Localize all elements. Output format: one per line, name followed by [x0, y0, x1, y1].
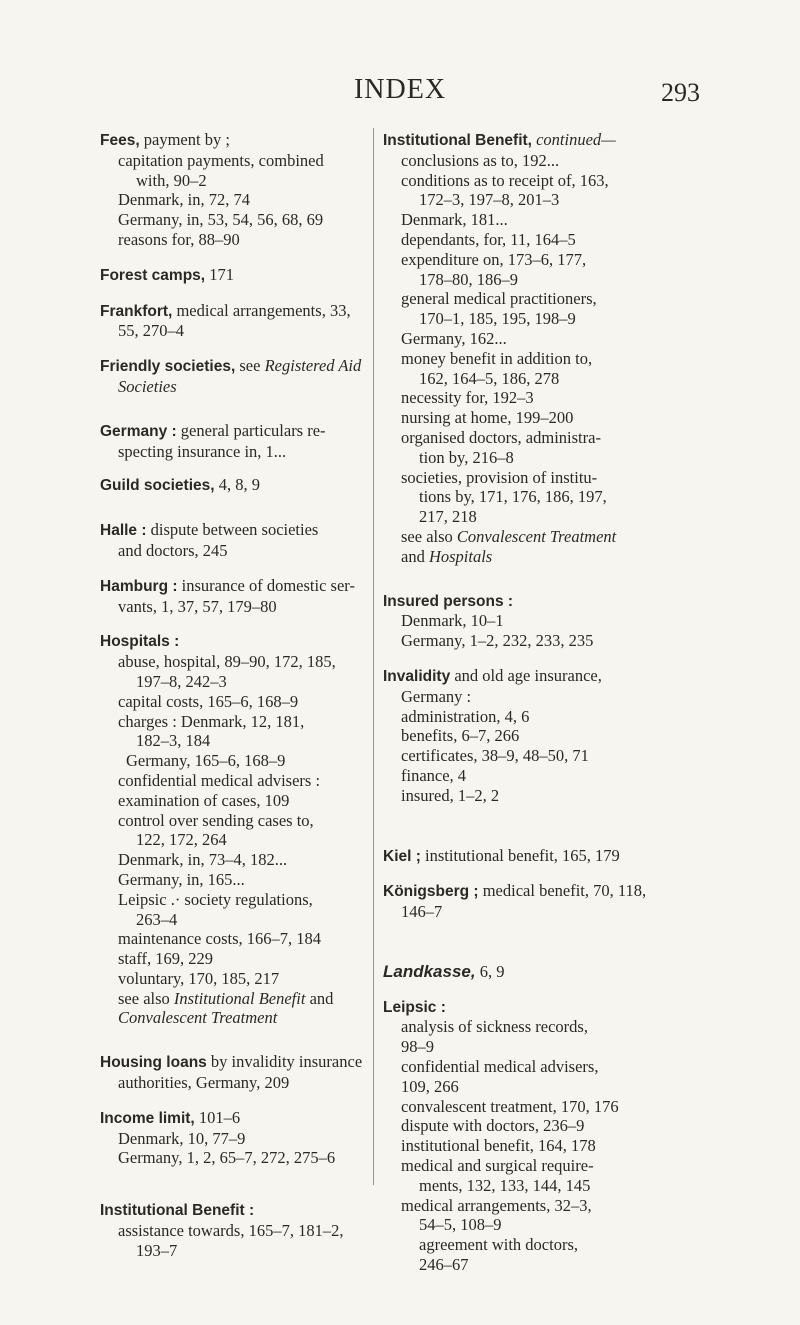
- subentry-cont: 122, 172, 264: [136, 830, 227, 850]
- entry-heading: Invalidity: [383, 667, 451, 685]
- entry-text: 171: [209, 264, 234, 284]
- see-also: see also: [118, 988, 170, 1008]
- subentry: Denmark, 10–1: [401, 611, 504, 631]
- see-and: and: [309, 988, 334, 1008]
- index-entry-kiel: [383, 846, 673, 867]
- subentry: abuse, hospital, 89–90, 172, 185,: [118, 652, 336, 672]
- entry-heading: Fees,: [100, 132, 140, 149]
- subentry-cont: 217, 218: [419, 507, 477, 527]
- entry-heading: Friendly societies,: [100, 358, 236, 376]
- subentry: administration, 4, 6: [401, 706, 530, 726]
- index-entry-institutional-benefit: [100, 1200, 368, 1260]
- cross-reference: Societies: [118, 376, 177, 396]
- entry-text: see: [239, 356, 261, 376]
- subentry: reasons for, 88–90: [118, 229, 240, 249]
- index-entry-hospitals: [100, 631, 368, 1028]
- entry-text: dispute between societies: [150, 520, 319, 540]
- entry-text: general particulars re-: [180, 420, 326, 440]
- entry-heading: Hamburg :: [100, 577, 178, 595]
- subentry: assistance towards, 165–7, 181–2,: [118, 1221, 344, 1241]
- subentry-cont: 263–4: [136, 909, 178, 929]
- subentry: Germany, in, 53, 54, 56, 68, 69: [118, 210, 324, 230]
- subentry: maintenance costs, 166–7, 184: [118, 929, 321, 949]
- subentry-cont: ments, 132, 133, 144, 145: [419, 1175, 591, 1195]
- subentry: analysis of sickness records,: [401, 1017, 588, 1037]
- entry-text: 101–6: [198, 1107, 241, 1127]
- subentry: nursing at home, 199–200: [401, 408, 574, 428]
- entry-text: medical benefit, 70, 118,: [482, 881, 647, 901]
- subentry: institutional benefit, 164, 178: [401, 1136, 596, 1156]
- left-column: [100, 130, 368, 1261]
- subentry: capital costs, 165–6, 168–9: [118, 691, 299, 711]
- index-entry-halle: [100, 520, 368, 561]
- entry-heading: Income limit,: [100, 1109, 195, 1127]
- entry-heading: Forest camps,: [100, 266, 206, 284]
- subentry: Germany, 1–2, 232, 233, 235: [401, 631, 594, 651]
- entry-heading: Institutional Benefit,: [383, 132, 532, 149]
- index-entry-income-limit: [100, 1108, 368, 1168]
- entry-heading: Housing loans: [100, 1054, 207, 1072]
- subentry: benefits, 6–7, 266: [401, 726, 520, 746]
- subentry: Leipsic .· society regulations,: [118, 889, 313, 909]
- subentry-cont: 162, 164–5, 186, 278: [419, 368, 560, 388]
- entry-heading: Hospitals :: [100, 633, 180, 651]
- cross-reference: Registered Aid: [264, 356, 362, 376]
- index-entry-germany: [100, 421, 368, 462]
- subentry-cont: 178–80, 186–9: [419, 269, 518, 289]
- subentry-cont: 170–1, 185, 195, 198–9: [419, 309, 576, 329]
- subentry: dispute with doctors, 236–9: [401, 1116, 585, 1136]
- index-entry-friendly-societies: [100, 356, 368, 397]
- subentry: societies, provision of institu-: [401, 467, 598, 487]
- entry-heading: Halle :: [100, 522, 147, 540]
- subentry: examination of cases, 109: [118, 790, 290, 810]
- entry-heading: Königsberg ;: [383, 883, 479, 901]
- entry-cont: and doctors, 245: [118, 540, 228, 560]
- index-entry-leipsic: [383, 997, 673, 1275]
- subentry: voluntary, 170, 185, 217: [118, 968, 280, 988]
- subentry: general medical practitioners,: [401, 289, 597, 309]
- entry-cont: vants, 1, 37, 57, 179–80: [118, 596, 277, 616]
- running-title: INDEX: [353, 74, 447, 105]
- index-entry-frankfort: [100, 301, 368, 342]
- entry-heading: Frankfort,: [100, 302, 173, 320]
- index-entry-insured-persons: [383, 591, 673, 651]
- index-entry-hamburg: [100, 576, 368, 617]
- page-header: [0, 74, 800, 114]
- index-entry-housing-loans: [100, 1052, 368, 1093]
- index-entry-institutional-benefit-continued: [383, 130, 673, 567]
- subentry: agreement with doctors,: [419, 1235, 578, 1255]
- see-and: and: [401, 546, 425, 566]
- subentry: medical arrangements, 32–3,: [401, 1195, 592, 1215]
- subentry: necessity for, 192–3: [401, 388, 534, 408]
- subentry: Germany, 165–6, 168–9: [126, 751, 286, 771]
- entry-text: medical arrangements, 33,: [176, 300, 351, 320]
- cross-reference: Institutional Benefit: [173, 988, 306, 1008]
- index-entry-guild-societies: [100, 475, 368, 496]
- subentry: medical and surgical require-: [401, 1156, 594, 1176]
- subentry: Germany :: [401, 686, 472, 706]
- entry-text: insurance of domestic ser-: [181, 575, 355, 595]
- see-also: see also: [401, 526, 453, 546]
- subentry: confidential medical advisers,: [401, 1057, 599, 1077]
- index-entry-landkasse: [383, 962, 673, 982]
- entry-heading: Kiel ;: [383, 847, 421, 865]
- cross-reference: Convalescent Treatment: [118, 1008, 278, 1028]
- subentry: convalescent treatment, 170, 176: [401, 1096, 619, 1116]
- entry-heading: Guild societies,: [100, 477, 215, 495]
- subentry: Germany, 1, 2, 65–7, 272, 275–6: [118, 1148, 336, 1168]
- subentry: conditions as to receipt of, 163,: [401, 170, 609, 190]
- subentry-cont: 54–5, 108–9: [419, 1215, 502, 1235]
- subentry: Germany, in, 165...: [118, 869, 245, 889]
- column-divider: [373, 128, 374, 1185]
- continued-label: continued—: [536, 130, 616, 149]
- index-entry-forest-camps: [100, 265, 368, 286]
- entry-text: institutional benefit, 165, 179: [425, 845, 620, 865]
- subentry-cont: tion by, 216–8: [419, 447, 514, 467]
- subentry: Denmark, 181...: [401, 210, 508, 230]
- entry-heading: Institutional Benefit :: [100, 1202, 255, 1220]
- entry-text: 4, 8, 9: [218, 475, 260, 495]
- subentry: confidential medical advisers :: [118, 770, 321, 790]
- subentry: Denmark, in, 72, 74: [118, 190, 250, 210]
- entry-cont: 146–7: [401, 902, 443, 922]
- subentry-cont: tions by, 171, 176, 186, 197,: [419, 487, 607, 507]
- cross-reference: Hospitals: [428, 546, 493, 566]
- subentry: control over sending cases to,: [118, 810, 314, 830]
- entry-heading: Leipsic :: [383, 998, 446, 1016]
- subentry: certificates, 38–9, 48–50, 71: [401, 746, 589, 766]
- index-entry-konigsberg: [383, 881, 673, 922]
- page-number: 293: [661, 78, 700, 107]
- entry-heading: Germany :: [100, 422, 177, 440]
- entry-text: and old age insurance,: [454, 665, 602, 685]
- right-column: [383, 130, 673, 1275]
- subentry-cont: with, 90–2: [136, 170, 207, 190]
- index-entry-fees: [100, 130, 368, 250]
- subentry: finance, 4: [401, 765, 467, 785]
- subentry-cont: 182–3, 184: [136, 731, 211, 751]
- subentry: dependants, for, 11, 164–5: [401, 229, 576, 249]
- subentry-cont: 193–7: [136, 1240, 178, 1260]
- subentry: expenditure on, 173–6, 177,: [401, 249, 587, 269]
- entry-cont: authorities, Germany, 209: [118, 1073, 290, 1093]
- subentry: Germany, 162...: [401, 328, 507, 348]
- subentry: money benefit in addition to,: [401, 348, 593, 368]
- subentry-cont: 197–8, 242–3: [136, 671, 227, 691]
- subentry-cont: 109, 266: [401, 1076, 459, 1096]
- subentry: insured, 1–2, 2: [401, 785, 500, 805]
- index-entry-invalidity: [383, 666, 673, 806]
- subentry: conclusions as to, 192...: [401, 150, 560, 170]
- entry-heading: Insured persons :: [383, 592, 514, 610]
- subentry: staff, 169, 229: [118, 949, 214, 969]
- cross-reference: Convalescent Treatment: [456, 526, 617, 546]
- subentry-cont: 172–3, 197–8, 201–3: [419, 190, 560, 210]
- entry-cont: specting insurance in, 1...: [118, 441, 287, 461]
- entry-text: payment by ;: [143, 130, 230, 149]
- subentry-cont: 98–9: [401, 1037, 434, 1057]
- subentry: capitation payments, combined: [118, 150, 324, 170]
- entry-text: 6, 9: [479, 961, 505, 981]
- subentry: organised doctors, administra-: [401, 427, 601, 447]
- entry-text: by invalidity insurance: [210, 1052, 363, 1072]
- subentry: charges : Denmark, 12, 181,: [118, 711, 305, 731]
- subentry-cont: 246–67: [419, 1255, 469, 1275]
- entry-heading: Landkasse,: [383, 961, 476, 981]
- subentry: Denmark, in, 73–4, 182...: [118, 850, 288, 870]
- entry-cont: 55, 270–4: [118, 321, 184, 341]
- subentry: Denmark, 10, 77–9: [118, 1128, 246, 1148]
